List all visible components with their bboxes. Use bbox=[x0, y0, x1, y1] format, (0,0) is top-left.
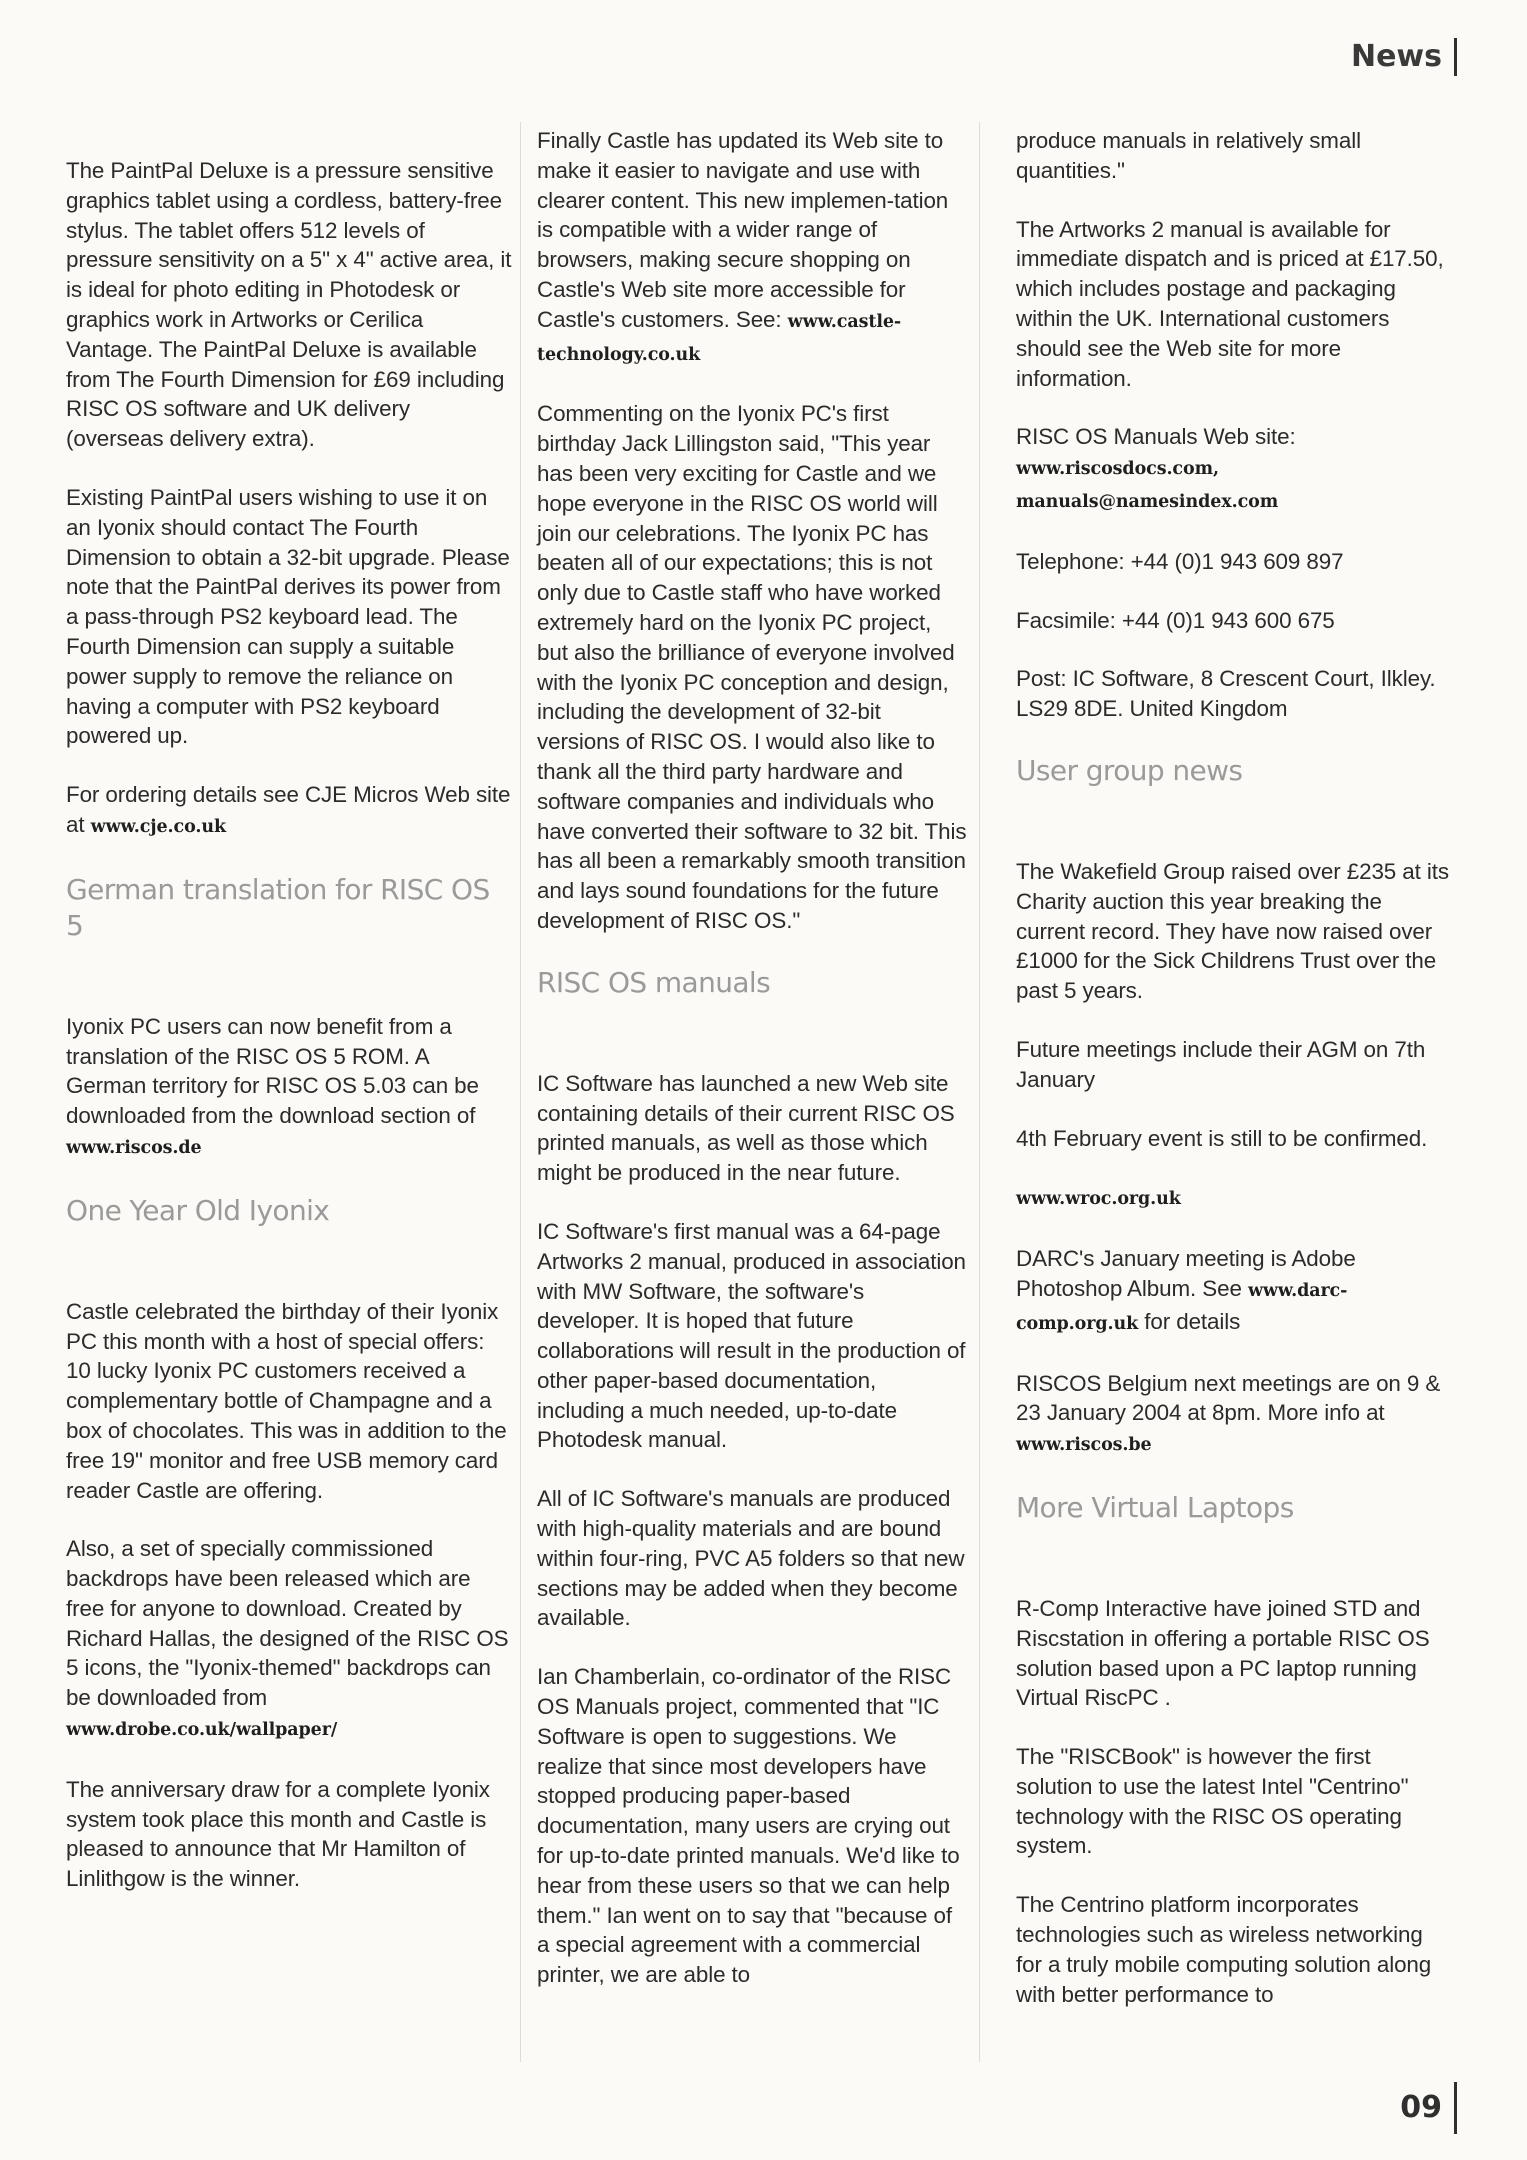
paragraph-text: Finally Castle has updated its Web site to make it easier to navigate and use with clearer content. This new implemen-tation is compatible with a wider range of browsers, making secure shopping on Castle's Web site more accessible for Castle's customers. See: bbox=[537, 128, 949, 332]
paragraph-text: Iyonix PC users can now benefit from a translation of the RISC OS 5 ROM. A German territory for RISC OS 5.03 can be downloaded from the download section of bbox=[66, 1013, 479, 1129]
paragraph-text: DARC's January meeting is Adobe Photoshop Album. See bbox=[1016, 1246, 1356, 1301]
paragraph: Castle celebrated the birthday of their Iyonix PC this month with a host of special offers: 10 lucky Iyonix PC customers received a complementary bottle of Champagne and a box of chocolates. This was in addition to the free 19" monitor and free USB memory card reader Castle are offering. bbox=[66, 1298, 507, 1503]
paragraph: The "RISCBook" is however the first solution to use the latest Intel "Centrino" technology with the RISC OS operating system. bbox=[1016, 1744, 1409, 1859]
wroc-link[interactable]: www.wroc.org.uk bbox=[1016, 1189, 1181, 1210]
paragraph-text: for details bbox=[1144, 1308, 1241, 1334]
paragraph bbox=[66, 780, 512, 843]
darc-link[interactable]: www.darc-comp.org.uk bbox=[1016, 1280, 1348, 1334]
paragraph: Ian Chamberlain, co-ordinator of the RISC OS Manuals project, commented that "IC Software is open to suggestions. We realize that since most developers have stopped producing paper-based documentation, many users are crying out for up-to-date printed manuals. We'd like to hear from these users so that we can help them." Ian went on to say that "because of a special agreement with a commercial printer, we are able to bbox=[537, 1664, 960, 1988]
paragraph: IC Software has launched a new Web site containing details of their current RISC OS printed manuals, as well as those which might be produced in the near future. bbox=[537, 1070, 955, 1186]
section-header: News bbox=[1351, 38, 1457, 76]
paragraph: The PaintPal Deluxe is a pressure sensitive graphics tablet using a cordless, battery-free stylus. The tablet offers 512 levels of pressure sensitivity on a 5" x 4" active area, it is ideal for photo editing in Photodesk or graphics work in Artworks or Cerilica Vantage. The PaintPal Deluxe is available from The Fourth Dimension for £69 including RISC OS software and UK delivery (overseas delivery extra). bbox=[66, 158, 512, 452]
paragraph bbox=[537, 126, 967, 370]
column-middle bbox=[520, 122, 980, 2062]
telephone: Telephone: +44 (0)1 943 609 897 bbox=[1016, 548, 1344, 574]
paragraph-text: RISC OS Manuals Web site: bbox=[1016, 424, 1296, 450]
heading-more-virtual-laptops: More Virtual Laptops bbox=[1016, 1490, 1294, 1524]
paragraph: The Artworks 2 manual is available for immediate dispatch and is priced at £17.50, which includes postage and packaging within the UK. International customers should see the Web site for more information. bbox=[1016, 216, 1444, 391]
paragraph bbox=[66, 1012, 512, 1164]
paragraph: IC Software's first manual was a 64-page Artworks 2 manual, produced in association with MW Software, the software's developer. It is hoped that future collaborations will result in the production of other paper-based documentation, including a much needed, up-to-date Photodesk manual. bbox=[537, 1218, 966, 1453]
paragraph: 4th February event is still to be confirmed. bbox=[1016, 1125, 1428, 1151]
paragraph bbox=[1016, 1182, 1450, 1215]
column-right bbox=[1000, 122, 1450, 2038]
drobe-wallpaper-link[interactable]: www.drobe.co.uk/wallpaper/ bbox=[66, 1720, 338, 1741]
paragraph: The Centrino platform incorporates technologies such as wireless networking for a truly mobile computing solution along with better performance to bbox=[1016, 1892, 1432, 2007]
paragraph: Future meetings include their AGM on 7th January bbox=[1016, 1036, 1426, 1092]
paragraph: The Wakefield Group raised over £235 at its Charity auction this year breaking the current record. They have now raised over £1000 for the Sick Childrens Trust over the past 5 years. bbox=[1016, 858, 1449, 1004]
castle-technology-link[interactable]: www.castle-technology.co.uk bbox=[537, 311, 902, 365]
paragraph: The anniversary draw for a complete Iyonix system took place this month and Castle is pleased to announce that Mr Hamilton of Linlithgow is the winner. bbox=[66, 1776, 490, 1892]
riscos-be-link[interactable]: www.riscos.be bbox=[1016, 1435, 1152, 1456]
paragraph: Existing PaintPal users wishing to use it on an Iyonix should contact The Fourth Dimension to obtain a 32-bit upgrade. Please note that the PaintPal derives its power from a pass-through PS2 keyboard lead. The Fourth Dimension can supply a suitable power supply to remove the reliance on having a computer with PS2 keyboard powered up. bbox=[66, 484, 510, 749]
paragraph bbox=[1016, 1244, 1450, 1339]
riscos-de-link[interactable]: www.riscos.de bbox=[66, 1137, 202, 1158]
paragraph: produce manuals in relatively small quantities." bbox=[1016, 128, 1361, 183]
postal-address: Post: IC Software, 8 Crescent Court, Ilkley. LS29 8DE. United Kingdom bbox=[1016, 666, 1436, 722]
heading-risc-os-manuals: RISC OS manuals bbox=[537, 965, 771, 999]
column-left bbox=[66, 122, 512, 1923]
paragraph: All of IC Software's manuals are produced with high-quality materials and are bound within four-ring, PVC A5 folders so that new sections may be added when they become available. bbox=[537, 1486, 965, 1631]
paragraph: Commenting on the Iyonix PC's first birthday Jack Lillingston said, "This year has been very exciting for Castle and we hope everyone in the RISC OS world will join our celebrations. The Iyonix PC has beaten all of our expectations; this is not only due to Castle staff who have worked extremely hard on the Iyonix PC project, but also the brilliance of everyone involved with the Iyonix PC conception and design, including the development of 32-bit versions of RISC OS. I would also like to thank all the third party hardware and software companies and individuals who have converted their software to 32 bit. This has all been a remarkably smooth transition and lays sound foundations for the future development of RISC OS." bbox=[537, 401, 967, 933]
facsimile: Facsimile: +44 (0)1 943 600 675 bbox=[1016, 607, 1335, 633]
heading-user-group-news: User group news bbox=[1016, 753, 1243, 787]
cje-link[interactable]: www.cje.co.uk bbox=[90, 816, 227, 837]
paragraph: R-Comp Interactive have joined STD and Riscstation in offering a portable RISC OS solution based upon a PC laptop running Virtual RiscPC . bbox=[1016, 1595, 1430, 1711]
page-number: 09 bbox=[1400, 2082, 1457, 2134]
heading-one-year-old-iyonix: One Year Old Iyonix bbox=[66, 1193, 330, 1227]
paragraph bbox=[66, 1534, 512, 1746]
heading-german-translation: German translation for RISC OS 5 bbox=[66, 872, 490, 942]
paragraph bbox=[1016, 422, 1450, 517]
paragraph-text: Also, a set of specially commissioned backdrops have been released which are free for anyone to download. Created by Richard Hallas, the designed of the RISC OS 5 icons, the "Iyonix-themed" backdrops can be downloaded from bbox=[66, 1536, 509, 1711]
manuals-email-link[interactable]: manuals@namesindex.com bbox=[1016, 491, 1279, 512]
paragraph-text: RISCOS Belgium next meetings are on 9 & 23 January 2004 at 8pm. More info at bbox=[1016, 1370, 1441, 1426]
paragraph bbox=[1016, 1369, 1450, 1461]
riscosdocs-link[interactable]: www.riscosdocs.com, bbox=[1016, 459, 1219, 480]
paragraph-text: For ordering details see CJE Micros Web site at bbox=[66, 782, 511, 837]
